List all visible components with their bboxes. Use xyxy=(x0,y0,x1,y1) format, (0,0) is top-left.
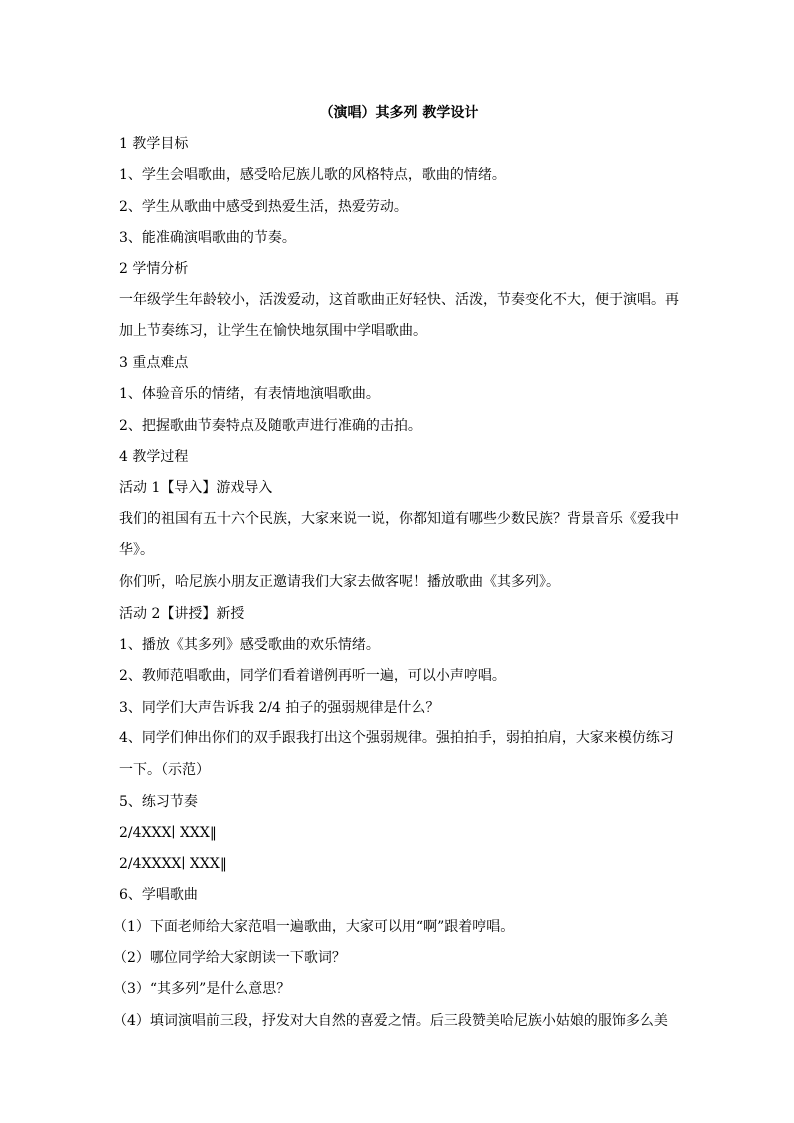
numbered-step: （1）下面老师给大家范唱一遍歌曲，大家可以用“啊”跟着哼唱。 xyxy=(113,918,515,935)
text-line: 活动 2【讲授】新授 xyxy=(119,605,245,622)
paragraph: 4、同学们伸出你们的双手跟我打出这个强弱规律。强拍拍手，弱拍拍肩，大家来模仿练习一下。（示范） xyxy=(119,730,674,778)
text-line: 2、学生从歌曲中感受到热爱生活，热爱劳动。 xyxy=(119,198,408,215)
text-line: 2/4XXXX∣ XXX‖ xyxy=(119,856,227,873)
text-line: 3、同学们大声告诉我 2/4 拍子的强弱规律是什么？ xyxy=(119,699,440,716)
text-line: 2 学情分析 xyxy=(119,261,189,278)
text-line: 你们听，哈尼族小朋友正邀请我们大家去做客呢！播放歌曲《其多列》。 xyxy=(119,574,560,591)
text-line: 1、体验音乐的情绪，有表情地演唱歌曲。 xyxy=(119,386,380,403)
text-line: 4 教学过程 xyxy=(119,449,189,466)
text-line: 5、练习节奏 xyxy=(119,793,198,810)
text-line: 2、教师范唱歌曲，同学们看着谱例再听一遍，可以小声哼唱。 xyxy=(119,668,506,685)
text-line: 2、把握歌曲节奏特点及随歌声进行准确的击拍。 xyxy=(119,417,422,434)
text-line: 6、学唱歌曲 xyxy=(119,887,198,904)
paragraph: 我们的祖国有五十六个民族，大家来说一说，你都知道有哪些少数民族？背景音乐《爱我中华》。 xyxy=(119,511,679,559)
numbered-step: （4）填词演唱前三段，抒发对大自然的喜爱之情。后三段赞美哈尼族小姑娘的服饰多么美 xyxy=(113,1012,668,1029)
text-line: 3 重点难点 xyxy=(119,355,189,372)
paragraph: 一年级学生年龄较小，活泼爱动，这首歌曲正好轻快、活泼，节奏变化不大，便于演唱。再加上节奏练习，让学生在愉快地氛围中学唱歌曲。 xyxy=(119,291,679,340)
document-body xyxy=(113,134,679,1031)
numbered-step: （2）哪位同学给大家朗读一下歌词？ xyxy=(113,950,346,966)
text-line: 2/4XXX∣ XXX‖ xyxy=(119,824,217,841)
numbered-step: （3）“其多列”是什么意思？ xyxy=(113,981,291,998)
text-line: 活动 1【导入】游戏导入 xyxy=(119,480,273,497)
document-page xyxy=(113,103,679,1042)
text-line: 1 教学目标 xyxy=(119,136,189,152)
text-line: 1、播放《其多列》感受歌曲的欢乐情绪。 xyxy=(119,636,380,653)
text-line: 1、学生会唱歌曲，感受哈尼族儿歌的风格特点，歌曲的情绪。 xyxy=(119,167,506,184)
document-title: （演唱）其多列 教学设计 xyxy=(319,105,479,121)
text-line: 3、能准确演唱歌曲的节奏。 xyxy=(119,229,296,246)
